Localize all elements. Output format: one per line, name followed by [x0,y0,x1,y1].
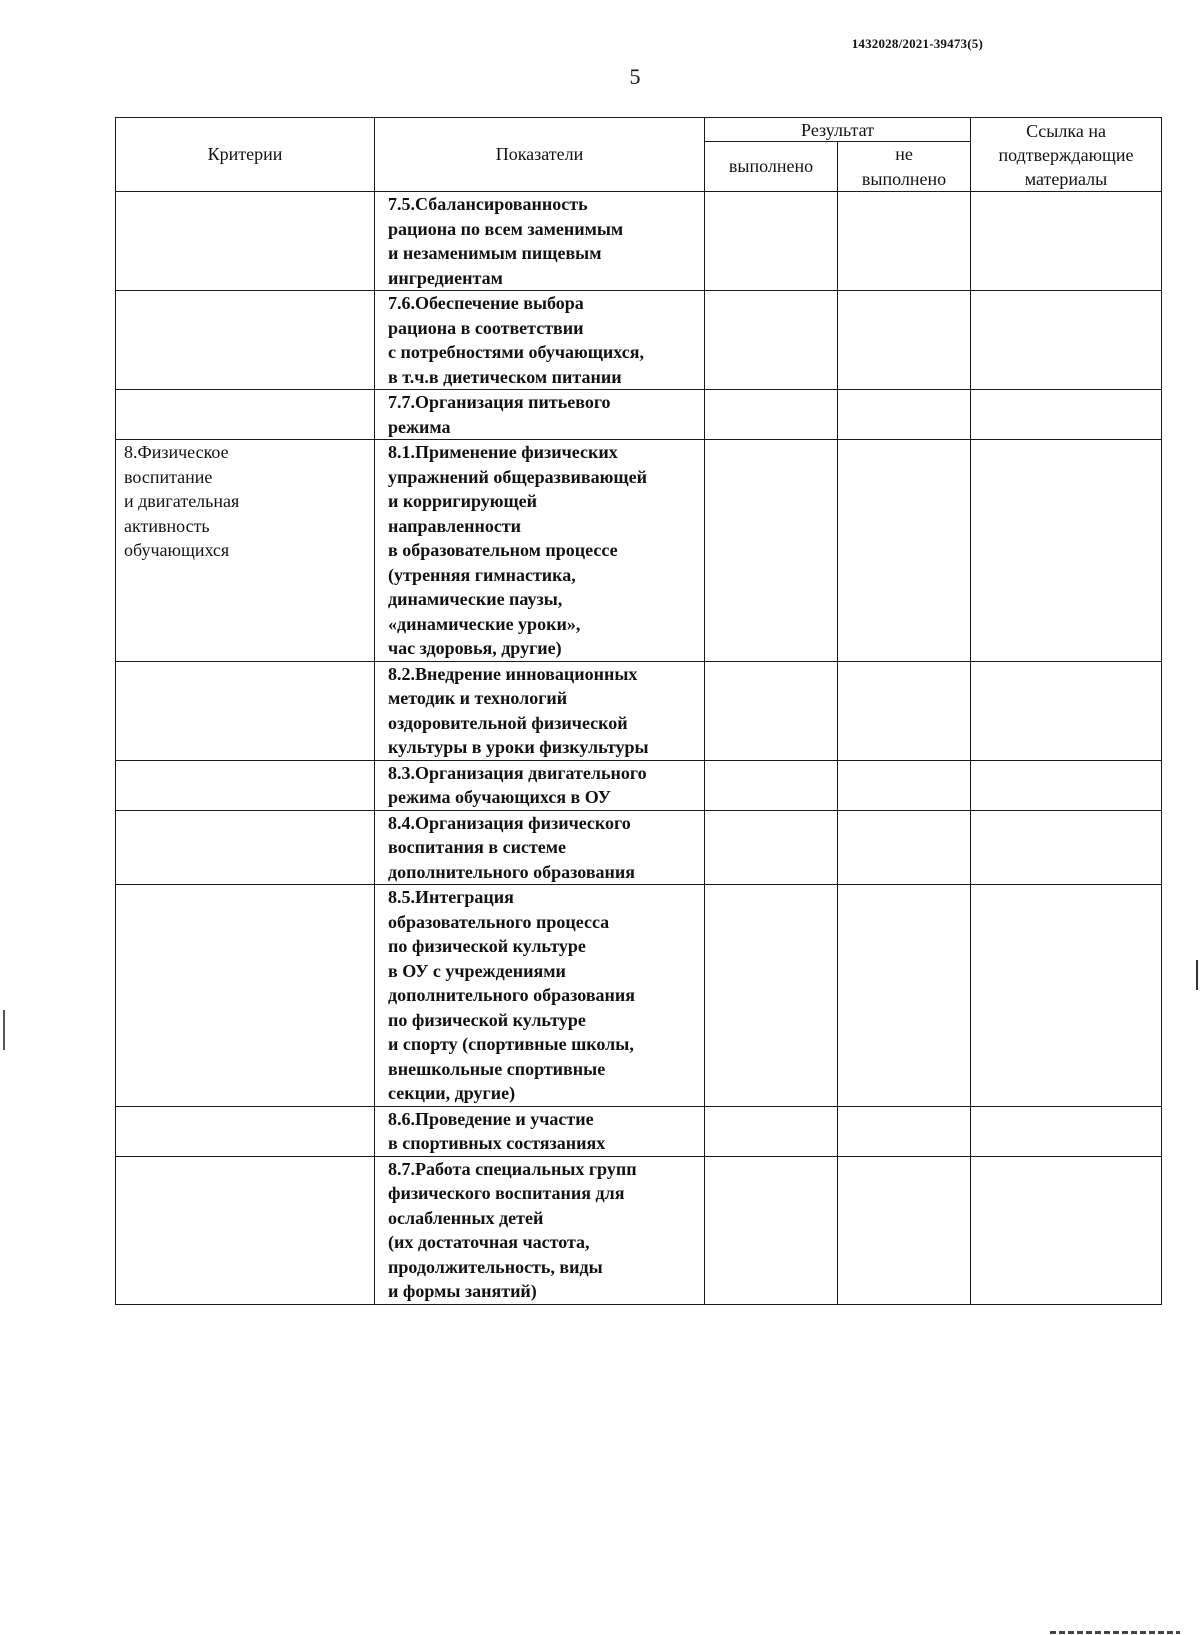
criterion-cell [116,885,375,1107]
done-cell [705,291,838,390]
reference-cell [971,1106,1162,1156]
header-result: Результат [705,118,971,142]
not-done-cell [838,192,971,291]
not-done-cell [838,1156,971,1304]
page-number: 5 [629,64,641,89]
done-cell [705,192,838,291]
criterion-cell [116,810,375,885]
header-reference: Ссылка на подтверждающие материалы [971,118,1162,192]
criterion-cell [116,760,375,810]
reference-cell [971,440,1162,662]
table-row [116,1156,1162,1304]
done-cell [705,1106,838,1156]
table-row [116,291,1162,390]
criterion-cell [116,390,375,440]
table-row [116,1106,1162,1156]
done-cell [705,760,838,810]
document-number: 1432028/2021-39473(5) [851,36,983,51]
table-row [116,661,1162,760]
criterion-cell [116,1156,375,1304]
reference-cell [971,760,1162,810]
header-not-done: не выполнено [838,142,971,192]
done-cell [705,390,838,440]
criterion-cell: 8.Физическое воспитание и двигательная активность обучающихся [116,440,375,662]
not-done-cell [838,810,971,885]
reference-cell [971,390,1162,440]
not-done-cell [838,885,971,1107]
criterion-cell [116,1106,375,1156]
scan-artifact [1050,1631,1180,1634]
done-cell [705,440,838,662]
indicator-cell: 8.3.Организация двигательного режима обучающихся в ОУ [375,760,705,810]
not-done-cell [838,1106,971,1156]
table-row [116,440,1162,662]
not-done-cell [838,661,971,760]
not-done-cell [838,390,971,440]
not-done-cell [838,760,971,810]
criterion-cell [116,291,375,390]
table-row [116,192,1162,291]
indicator-cell: 8.4.Организация физического воспитания в системе дополнительного образования [375,810,705,885]
done-cell [705,885,838,1107]
header-criteria: Критерии [116,118,375,192]
not-done-cell [838,440,971,662]
criteria-table [115,117,1162,1305]
reference-cell [971,661,1162,760]
indicator-cell: 8.6.Проведение и участие в спортивных состязаниях [375,1106,705,1156]
reference-cell [971,192,1162,291]
indicator-cell: 8.5.Интеграция образовательного процесса по физической культуре в ОУ с учреждениями дополнительного образования по физической культуре и спорту (спортивные школы, внешкольные спортивные секции, другие) [375,885,705,1107]
table-row [116,390,1162,440]
indicator-cell: 8.7.Работа специальных групп физического воспитания для ослабленных детей (их достаточная частота, продолжительность, виды и формы занятий) [375,1156,705,1304]
scan-artifact [1196,960,1198,990]
indicator-cell: 7.6.Обеспечение выбора рациона в соответствии с потребностями обучающихся, в т.ч.в диетическом питании [375,291,705,390]
not-done-cell [838,291,971,390]
table-row [116,760,1162,810]
indicator-cell: 8.1.Применение физических упражнений общеразвивающей и корригирующей направленности в образовательном процессе (утренняя гимнастика, динамические паузы, «динамические уроки», час здоровья, другие) [375,440,705,662]
criterion-cell [116,192,375,291]
criteria-table-container [115,117,1161,1305]
table-header [116,118,1162,192]
reference-cell [971,810,1162,885]
header-indicators: Показатели [375,118,705,192]
header-done: выполнено [705,142,838,192]
table-row [116,885,1162,1107]
indicator-cell: 7.5.Сбалансированность рациона по всем заменимым и незаменимым пищевым ингредиентам [375,192,705,291]
done-cell [705,1156,838,1304]
scan-artifact [3,1010,5,1050]
table-row [116,810,1162,885]
reference-cell [971,291,1162,390]
done-cell [705,810,838,885]
reference-cell [971,885,1162,1107]
criterion-cell [116,661,375,760]
reference-cell [971,1156,1162,1304]
table-body [116,192,1162,1305]
indicator-cell: 8.2.Внедрение инновационных методик и технологий оздоровительной физической культуры в уроки физкультуры [375,661,705,760]
indicator-cell: 7.7.Организация питьевого режима [375,390,705,440]
done-cell [705,661,838,760]
